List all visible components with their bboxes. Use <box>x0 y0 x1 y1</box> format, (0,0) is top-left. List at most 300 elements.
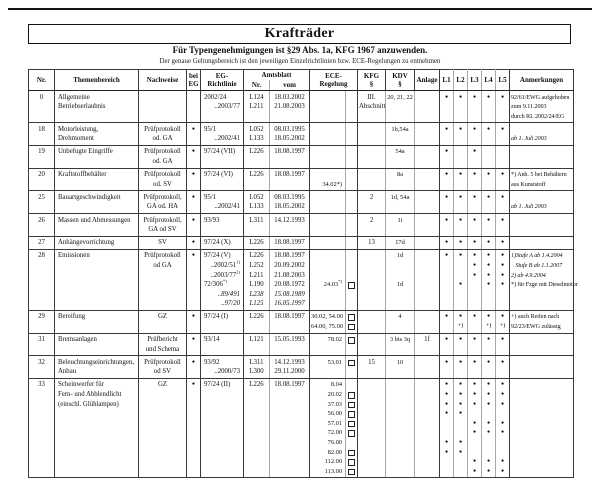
cell-nr <box>29 145 55 168</box>
cell-l5 <box>496 145 510 168</box>
approval-dot: ● <box>458 313 463 320</box>
approval-dot: ● <box>500 271 505 278</box>
cell-kdv: 17d <box>386 236 415 249</box>
anmerkung-line <box>511 419 572 429</box>
cell-amtsblatt-nr: L052 L133 <box>244 191 270 214</box>
cell-kfg: 2 <box>358 191 386 214</box>
table-row <box>29 123 574 146</box>
approval-dot: ● <box>500 358 505 365</box>
checkbox-icon <box>348 469 355 476</box>
nachweis-line: od. SV <box>153 180 172 188</box>
topic-line: Bremsanlagen <box>58 336 97 344</box>
topic-line: Kraftstoffbehälter <box>58 171 107 179</box>
cell-l4 <box>482 333 496 356</box>
cell-kdv: 54a <box>386 145 415 168</box>
approval-plus-note: +) <box>499 322 506 329</box>
anmerkung-line <box>511 448 572 458</box>
approval-dot: ● <box>472 125 477 132</box>
col-header-l3: L3 <box>468 70 482 91</box>
cell-nachweise <box>139 214 187 237</box>
cell-themenbereich <box>55 333 139 356</box>
cell-l2 <box>454 191 468 214</box>
col-header-eg-richtlinie: EG- Richtlinie <box>201 70 244 91</box>
cell-l2 <box>454 356 468 379</box>
cell-nr <box>29 249 55 310</box>
cell-eg-richtlinie: 93/92 ..2000/73 <box>201 356 244 379</box>
cell-ece-checkbox <box>346 333 358 356</box>
approval-dot: ● <box>500 281 505 288</box>
cell-ece-regelung <box>310 91 346 123</box>
cell-nr <box>29 214 55 237</box>
anmerkung-line <box>511 335 572 345</box>
col-header-nachweise: Nachweise <box>139 70 187 91</box>
cell-anmerkungen <box>510 168 574 191</box>
cell-l4 <box>482 123 496 146</box>
approval-dot: ● <box>486 281 491 288</box>
cell-kdv <box>386 378 415 477</box>
topic-line: Bereifung <box>58 313 86 321</box>
cell-l2 <box>454 123 468 146</box>
cell-ece-checkbox <box>346 310 358 333</box>
anmerkung-line: 92/23/EWG zulässig <box>511 322 561 330</box>
anmerkung-line <box>511 409 572 419</box>
cell-l2 <box>454 333 468 356</box>
cell-amtsblatt-nr: L311 <box>244 214 270 237</box>
bei-eg-dot: ● <box>191 313 196 320</box>
cell-l1 <box>440 145 454 168</box>
checkbox-icon <box>348 450 355 457</box>
cell-ece-checkbox <box>346 191 358 214</box>
approval-dot: ● <box>486 358 491 365</box>
cell-bei-eg <box>187 168 201 191</box>
approval-dot: ● <box>472 252 477 259</box>
nachweis-line: od SV <box>153 368 172 376</box>
topic-line: Massen und Abmessungen <box>58 216 131 224</box>
cell-anmerkungen <box>510 356 574 379</box>
cell-ece-checkbox <box>346 145 358 168</box>
approval-dot: ● <box>472 467 477 474</box>
cell-eg-richtlinie: 97/24 (II) <box>201 378 244 477</box>
approval-dot: ● <box>458 252 463 259</box>
cell-amtsblatt-vom: 14.12.1993 <box>270 214 310 237</box>
cell-anmerkungen <box>510 123 574 146</box>
cell-l3 <box>468 145 482 168</box>
cell-l1 <box>440 91 454 123</box>
cell-amtsblatt-nr: L226 <box>244 236 270 249</box>
cell-l2 <box>454 168 468 191</box>
approval-dot: ● <box>486 171 491 178</box>
cell-anlage <box>415 214 440 237</box>
cell-l2 <box>454 236 468 249</box>
anmerkung-line: 92/61/EWG aufgehoben <box>511 93 570 101</box>
cell-l1 <box>440 236 454 249</box>
topic-line: Unbefugte Eingriffe <box>58 148 113 156</box>
top-rule <box>8 8 592 10</box>
checkbox-icon <box>348 360 355 367</box>
approval-dot: ● <box>500 467 505 474</box>
row-number: 20 <box>38 171 45 179</box>
bei-eg-dot: ● <box>191 125 196 132</box>
cell-ece-regelung: 24.03*) <box>310 249 346 310</box>
cell-l3 <box>468 249 482 310</box>
row-number: 28 <box>38 252 45 260</box>
checkbox-icon <box>348 324 355 331</box>
approval-dot: ● <box>458 93 463 100</box>
nachweis-line: SV <box>158 239 167 247</box>
table-row <box>29 191 574 214</box>
approval-dot: ● <box>472 261 477 268</box>
table-row <box>29 236 574 249</box>
approval-dot: ● <box>444 93 449 100</box>
cell-l4 <box>482 356 496 379</box>
cell-l4 <box>482 310 496 333</box>
table-row <box>29 214 574 237</box>
cell-anlage <box>415 378 440 477</box>
approval-dot: ● <box>444 313 449 320</box>
cell-nachweise <box>139 333 187 356</box>
approval-dot: ● <box>444 148 449 155</box>
anmerkung-line: 1)Stufe A ab 1.4.2004 <box>511 252 563 260</box>
col-header-anlage: Anlage <box>415 70 440 91</box>
cell-l4 <box>482 145 496 168</box>
approval-dot: ● <box>500 239 505 246</box>
approval-dot: ● <box>486 313 491 320</box>
cell-amtsblatt-vom: 18.08.1997 20.09.2002 21.08.2003 20.08.1972 15.08.1989 16.05.1997 <box>270 249 310 310</box>
cell-ece-checkbox <box>346 91 358 123</box>
approval-dot: ● <box>472 391 477 398</box>
cell-nr <box>29 378 55 477</box>
anmerkung-line: 2) ab 4.9.2004 <box>511 271 546 279</box>
cell-eg-richtlinie: 97/24 (V) ..2002/51$^{1)}$ ..2003/77$^{2)}$ 72/306*) ..89/491 ..97/20 <box>201 249 244 310</box>
table-header <box>29 70 574 91</box>
checkbox-icon <box>348 337 355 344</box>
approval-dot: ● <box>458 439 463 445</box>
cell-eg-richtlinie: 2002/24 ..2003/77 <box>201 91 244 123</box>
approval-dot: ● <box>458 193 463 200</box>
nachweis-line: Prüfprotokoll, <box>143 216 182 224</box>
cell-kdv: 1i <box>386 214 415 237</box>
cell-nr <box>29 236 55 249</box>
nachweis-line: Prüfprotokoll <box>144 171 181 179</box>
subtitle: Für Typengenehmigungen ist §29 Abs. 1a, KFG 1967 anzuwenden. <box>172 45 428 55</box>
cell-amtsblatt-nr: L226 L252 L211 L190 L238 L125 <box>244 249 270 310</box>
cell-l5 <box>496 191 510 214</box>
cell-l1 <box>440 249 454 310</box>
cell-l1 <box>440 310 454 333</box>
topic-line: Anhängevorrichtung <box>58 239 115 247</box>
approval-dot: ● <box>444 171 449 178</box>
approval-dot: ● <box>458 239 463 246</box>
cell-anlage <box>415 191 440 214</box>
approval-dot: ● <box>486 467 491 474</box>
checkbox-icon <box>348 421 355 428</box>
cell-l5 <box>496 310 510 333</box>
cell-bei-eg <box>187 378 201 477</box>
cell-nachweise <box>139 310 187 333</box>
approval-dot: ● <box>486 239 491 246</box>
cell-l2 <box>454 378 468 477</box>
cell-nachweise <box>139 249 187 310</box>
nachweis-line: Prüfprotokoll <box>144 252 181 260</box>
approval-plus-note: +) <box>485 322 492 329</box>
table-row <box>29 378 574 477</box>
cell-amtsblatt-vom: 15.05.1993 <box>270 333 310 356</box>
topic-line: Betriebserlaubnis <box>58 103 106 111</box>
cell-l1 <box>440 123 454 146</box>
topic-line: Fern- und Abblendlicht <box>58 391 122 399</box>
cell-kfg <box>358 333 386 356</box>
cell-anmerkungen <box>510 191 574 214</box>
approval-plus-note: +) <box>457 322 464 329</box>
regulations-table <box>28 69 578 478</box>
approval-dot: ● <box>472 381 477 388</box>
anmerkung-line <box>511 216 572 226</box>
table-body <box>29 91 578 478</box>
anmerkung-line <box>511 467 572 477</box>
approval-dot: ● <box>458 391 463 398</box>
cell-amtsblatt-nr: L226 <box>244 145 270 168</box>
anmerkung-line <box>511 299 572 309</box>
topic-line: (einschl. Glühlampen) <box>58 400 119 408</box>
cell-themenbereich <box>55 378 139 477</box>
approval-dot: ● <box>444 252 449 259</box>
approval-dot: ● <box>458 448 463 455</box>
anmerkung-line <box>511 225 572 235</box>
row-number: 19 <box>38 148 45 156</box>
cell-kfg: 15 <box>358 356 386 379</box>
cell-bei-eg <box>187 91 201 123</box>
cell-anmerkungen <box>510 145 574 168</box>
row-number: 32 <box>38 358 45 366</box>
bei-eg-dot: ● <box>191 148 196 155</box>
bei-eg-dot: ● <box>191 336 196 343</box>
cell-ece-regelung: 8.04 20.02 37.03 56.00 57.01 72.00 76.00 82.00 112.00 113.00 <box>310 378 346 477</box>
cell-l5 <box>496 236 510 249</box>
cell-kfg <box>358 378 386 477</box>
topic-line: Beleuchtungseinrichtungen, <box>58 358 135 366</box>
cell-l5 <box>496 168 510 191</box>
cell-bei-eg <box>187 310 201 333</box>
cell-kfg: 13 <box>358 236 386 249</box>
cell-bei-eg <box>187 333 201 356</box>
anmerkung-line: *) Anh. 5 bei Behältern <box>511 171 567 179</box>
anmerkung-line <box>511 380 572 390</box>
approval-dot: ● <box>458 281 463 288</box>
cell-bei-eg <box>187 145 201 168</box>
cell-nachweise <box>139 168 187 191</box>
nachweis-line: od. GA <box>152 135 173 143</box>
approval-dot: ● <box>486 261 491 268</box>
cell-kdv: 1d, 54a <box>386 191 415 214</box>
anmerkung-line <box>511 428 572 438</box>
approval-dot: ● <box>500 313 505 320</box>
cell-ece-checkbox <box>346 214 358 237</box>
approval-dot: ● <box>486 93 491 100</box>
anmerkung-line <box>511 400 572 410</box>
cell-kfg <box>358 310 386 333</box>
cell-bei-eg <box>187 236 201 249</box>
cell-kfg <box>358 168 386 191</box>
cell-nr <box>29 333 55 356</box>
cell-anlage <box>415 249 440 310</box>
cell-themenbereich <box>55 91 139 123</box>
approval-dot: ● <box>500 400 505 407</box>
cell-amtsblatt-nr: L226 <box>244 378 270 477</box>
cell-themenbereich <box>55 236 139 249</box>
cell-themenbereich <box>55 249 139 310</box>
approval-dot: ● <box>444 381 449 388</box>
topic-line: Allgemeine <box>58 93 90 101</box>
cell-nachweise <box>139 356 187 379</box>
cell-l3 <box>468 123 482 146</box>
cell-ece-checkbox <box>346 168 358 191</box>
cell-anmerkungen <box>510 91 574 123</box>
bei-eg-dot: ● <box>191 381 196 388</box>
cell-l4 <box>482 378 496 477</box>
cell-amtsblatt-vom: 08.03.1995 18.05.2002 <box>270 191 310 214</box>
approval-dot: ● <box>472 216 477 223</box>
cell-anlage <box>415 145 440 168</box>
cell-bei-eg <box>187 191 201 214</box>
cell-kdv: 1d 1d <box>386 249 415 310</box>
approval-dot: ● <box>500 391 505 398</box>
row-number: 29 <box>38 313 45 321</box>
topic-line: Bauartgeschwindigkeit <box>58 193 121 201</box>
anmerkung-line <box>511 358 572 368</box>
cell-themenbereich <box>55 356 139 379</box>
approval-dot: ● <box>444 400 449 407</box>
cell-l4 <box>482 249 496 310</box>
approval-dot: ● <box>500 216 505 223</box>
row-number: 33 <box>38 381 45 389</box>
cell-eg-richtlinie: 93/93 <box>201 214 244 237</box>
approval-dot: ● <box>486 271 491 278</box>
approval-dot: ● <box>486 193 491 200</box>
cell-l1 <box>440 378 454 477</box>
cell-ece-regelung: 30.02, 54.00 64.00, 75.00 <box>310 310 346 333</box>
cell-nr <box>29 91 55 123</box>
cell-amtsblatt-nr: L226 <box>244 310 270 333</box>
cell-eg-richtlinie: 97/24 (I) <box>201 310 244 333</box>
anmerkung-line: ab 1. Juli 2003 <box>511 135 547 143</box>
cell-kfg <box>358 123 386 146</box>
scope-note: Der genaue Geltungsbereich ist den jeweiligen Einzelrichtlinien bzw. ECE-Regelungen zu entnehmen <box>159 57 441 65</box>
approval-dot: ● <box>458 125 463 132</box>
cell-nachweise <box>139 378 187 477</box>
cell-l3 <box>468 378 482 477</box>
approval-dot: ● <box>444 125 449 132</box>
cell-kfg <box>358 145 386 168</box>
approval-dot: ● <box>500 336 505 343</box>
cell-l1 <box>440 356 454 379</box>
cell-kdv: 10 <box>386 356 415 379</box>
approval-dot: ● <box>486 458 491 465</box>
approval-dot: ● <box>458 400 463 407</box>
cell-l2 <box>454 214 468 237</box>
cell-ece-regelung <box>310 214 346 237</box>
anmerkung-line: *) für Fzge mit Dieselmotor <box>511 281 578 289</box>
cell-kdv: 4 <box>386 310 415 333</box>
cell-l5 <box>496 249 510 310</box>
cell-l3 <box>468 236 482 249</box>
nachweis-line: Prüfprotokoll <box>144 358 181 366</box>
cell-l1 <box>440 214 454 237</box>
bei-eg-dot: ● <box>191 216 196 223</box>
table-row <box>29 356 574 379</box>
cell-eg-richtlinie: 97/24 (X) <box>201 236 244 249</box>
cell-anmerkungen <box>510 310 574 333</box>
anmerkung-line <box>511 290 572 300</box>
cell-l2 <box>454 249 468 310</box>
approval-dot: ● <box>472 239 477 246</box>
approval-dot: ● <box>472 93 477 100</box>
cell-nr <box>29 356 55 379</box>
cell-anlage: 1f <box>415 333 440 356</box>
table-row <box>29 333 574 356</box>
cell-l3 <box>468 214 482 237</box>
nachweis-line: Prüfprotokoll, <box>143 193 182 201</box>
col-header-amtsblatt-nr: Nr. <box>244 80 270 91</box>
approval-dot: ● <box>472 400 477 407</box>
approval-dot: ● <box>444 448 449 455</box>
cell-amtsblatt-nr: L052 L133 <box>244 123 270 146</box>
cell-themenbereich <box>55 191 139 214</box>
cell-l4 <box>482 191 496 214</box>
cell-amtsblatt-vom: 18.08.1997 <box>270 236 310 249</box>
row-number: 26 <box>38 216 45 224</box>
approval-dot: ● <box>500 193 505 200</box>
approval-dot: ● <box>444 358 449 365</box>
approval-dot: ● <box>472 271 477 278</box>
topic-line: Emissionen <box>58 252 90 260</box>
nachweis-line: Prüfprotokoll <box>144 125 181 133</box>
cell-amtsblatt-nr: L121 <box>244 333 270 356</box>
cell-themenbereich <box>55 168 139 191</box>
approval-dot: ● <box>500 261 505 268</box>
approval-dot: ● <box>472 193 477 200</box>
cell-nachweise <box>139 91 187 123</box>
cell-themenbereich <box>55 214 139 237</box>
cell-ece-checkbox <box>346 249 358 310</box>
cell-ece-checkbox <box>346 378 358 477</box>
approval-dot: ● <box>500 419 505 426</box>
cell-l3 <box>468 91 482 123</box>
cell-l3 <box>468 310 482 333</box>
cell-ece-regelung <box>310 123 346 146</box>
checkbox-icon <box>348 282 355 289</box>
cell-amtsblatt-vom: 14.12.1993 29.11.2000 <box>270 356 310 379</box>
cell-amtsblatt-nr: L311 L300 <box>244 356 270 379</box>
cell-eg-richtlinie: 97/24 (VII) <box>201 145 244 168</box>
approval-dot: ● <box>486 336 491 343</box>
cell-l3 <box>468 356 482 379</box>
cell-kdv: 1b,54a <box>386 123 415 146</box>
cell-anmerkungen <box>510 249 578 310</box>
nachweis-line: GZ <box>157 313 168 321</box>
approval-dot: ● <box>472 171 477 178</box>
cell-ece-regelung: 53.01 <box>310 356 346 379</box>
cell-ece-checkbox <box>346 123 358 146</box>
approval-dot: ● <box>486 391 491 398</box>
cell-amtsblatt-vom: 18.08.1997 <box>270 310 310 333</box>
cell-anmerkungen <box>510 236 574 249</box>
anmerkung-line <box>511 147 572 157</box>
anmerkung-line: durch RL 2002/24/EG <box>511 112 565 120</box>
anmerkung-line: aus Kunststoff <box>511 180 546 188</box>
topic-line: Motorleistung, <box>58 125 99 133</box>
col-header-ece-regelung: ECE- Regelung <box>310 70 358 91</box>
cell-amtsblatt-nr: L226 <box>244 168 270 191</box>
